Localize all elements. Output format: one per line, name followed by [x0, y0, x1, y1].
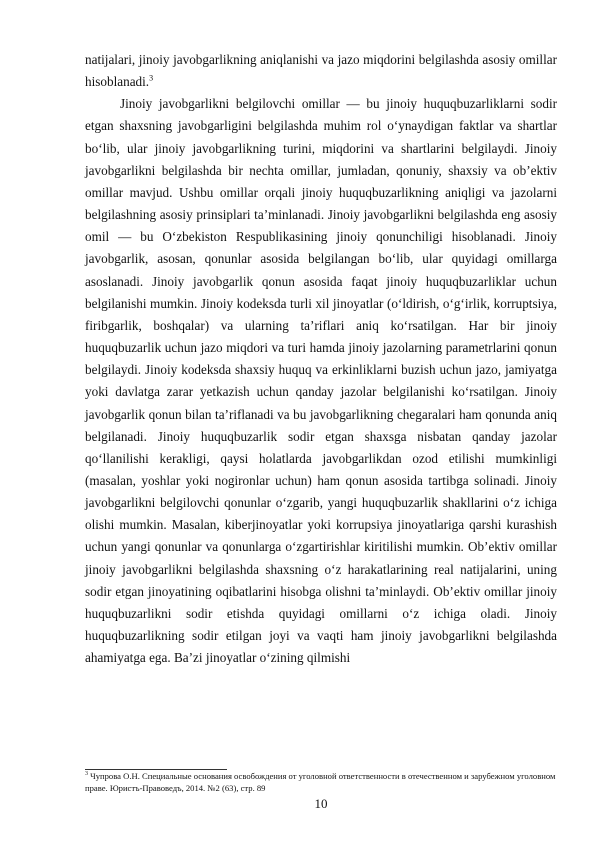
body-text	[85, 49, 557, 669]
footnote-reference[interactable]: 3	[149, 73, 154, 83]
footnote	[85, 771, 557, 794]
page-number: 10	[314, 796, 328, 811]
paragraph-1-text: natijalari, jinoiy javobgarlikning aniqlanishi va jazo miqdorini belgilashda asosiy omillar hisoblanadi.	[85, 52, 557, 90]
footnote-text: Чупрова О.Н. Специальные основания освобождения от уголовной ответственности в отечественном и зарубежном уголовном праве. Юристъ-Правоведъ, 2014. №2 (63), стр. 89	[85, 771, 556, 793]
paragraph-main: Jinoiy javobgarlikni belgilovchi omillar — bu jinoiy huquqbuzarliklarni sodir etgan shaxsning javobgarligini belgilashda muhim rol o‘ynaydigan faktlar va shartlar bo‘lib, ular jinoiy javobgarlikning turini, miqdorini va shartlarini belgilaydi. Jinoiy javobgarlikni belgilashda bir nechta omillar, jumladan, qonuniy, shaxsiy va ob’ektiv omillar mavjud. Ushbu omillar orqali jinoiy huquqbuzarlikning aniqligi va jazolarni belgilashning asosiy prinsiplari ta’minlanadi. Jinoiy javobgarlikni belgilashda eng asosiy omil — bu O‘zbekiston Respublikasining jinoiy qonunchiligi hisoblanadi. Jinoiy javobgarlik, asosan, qonunlar asosida belgilangan bo‘lib, ular quyidagi omillarga asoslanadi. Jinoiy javobgarlik qonun asosida faqat jinoiy huquqbuzarliklar uchun belgilanishi mumkin. Jinoiy kodeksda turli xil jinoyatlar (o‘ldirish, o‘g‘irlik, korruptsiya, firibgarlik, boshqalar) va ularning ta’riflari aniq ko‘rsatilgan. Har bir jinoiy huquqbuzarlik uchun jazo miqdori va turi hamda jinoiy jazolarning parametrlarini qonun belgilaydi. Jinoiy kodeksda shaxsiy huquq va erkinliklarni buzish uchun jazo, jamiyatga yoki davlatga zarar yetkazish uchun qanday jazolar belgilanishi ko‘rsatilgan. Jinoiy javobgarlik qonun bilan ta’riflanadi va bu javobgarlikning chegaralari ham qonunda aniq belgilanadi. Jinoiy huquqbuzarlik sodir etgan shaxsga nisbatan qanday jazolar qo‘llanilishi kerakligi, qaysi holatlarda javobgarlikdan ozod etilishi mumkinligi (masalan, yoshlar yoki nogironlar uchun) ham qonun asosida tartibga solinadi. Jinoiy javobgarlikni belgilovchi qonunlar o‘zgarib, yangi huquqbuzarlik shakllarini o‘z ichiga olishi mumkin. Masalan, kiberjinoyatlar yoki korrupsiya jinoyatlariga qarshi kurashish uchun yangi qonunlar va qonunlarga o‘zgartirishlar kiritilishi mumkin. Ob’ektiv omillar jinoiy javobgarlikni belgilashda shaxsning o‘z harakatlarining real natijalarini, uning sodir etgan jinoyatining oqibatlarini hisobga olishni ta’minlaydi. Ob’ektiv omillar jinoiy huquqbuzarlikni sodir etishda quyidagi omillarni o‘z ichiga oladi. Jinoiy huquqbuzarlikning sodir etilgan joyi va vaqti ham jinoiy javobgarlikni belgilashda ahamiyatga ega. Ba’zi jinoyatlar o‘zining qilmishi	[85, 96, 557, 666]
footnote-number: 3	[85, 771, 88, 778]
footnote-divider	[85, 769, 227, 770]
paragraph-continuation	[85, 49, 557, 93]
